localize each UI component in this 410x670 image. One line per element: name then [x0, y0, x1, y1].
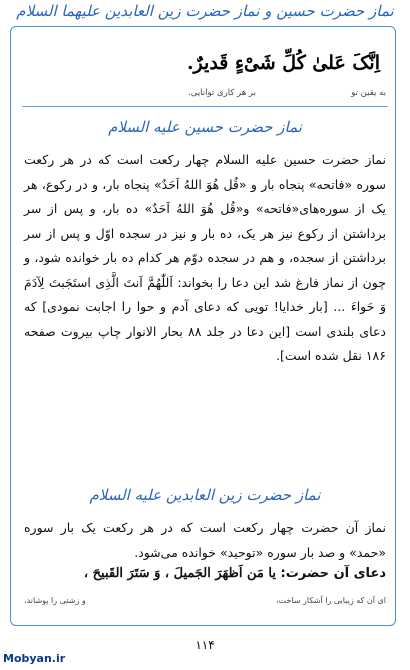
- paragraph-zayn-prayer: نماز آن حضرت چهار رکعت است که در هر رکعت یک بار سوره «حمد» و صد بار سوره «توحید» خوانده می‌شود.: [24, 520, 386, 560]
- dua-translation: [24, 596, 386, 608]
- translation-left: بر هر کاری توانایی.: [188, 88, 256, 98]
- brand-watermark[interactable]: Mobyan.ir: [3, 652, 66, 665]
- dua-label: دعای آن حضرت:: [280, 566, 386, 581]
- page-header-title: نماز حضرت حسین و نماز حضرت زین العابدین علیهما السلام: [16, 2, 394, 20]
- arabic-verse: اِنَّکَ عَلیٰ کُلِّ شَیْءٍ قَدیرٌ.: [186, 52, 380, 74]
- dua-line: [24, 566, 386, 594]
- dua-translation-right: ای آن که زیبایی را آشکار ساخت،: [275, 596, 386, 605]
- dua-arabic: یا مَن اَظهَرَ الجَمیلَ ، وَ سَتَرَ القَبیحَ ،: [83, 566, 276, 581]
- divider: [22, 106, 388, 107]
- paragraph-hussein-prayer: نماز حضرت حسین علیه السلام چهار رکعت است که در هر رکعت سوره «فاتحه» پنجاه بار و «قُل هُوَ اللهُ اَحَدٌ» پنجاه بار، و در رکوع، هر یک از سوره‌های«فاتحه» و«قُل هُوَ اللهُ اَحَدٌ» ده بار، و پس از سر برداشتن از رکوع نیز هر یک، ده بار و نیز در سجده اوّل و پس از سر برداشتن از سجده، و هم در سجده دوّم هر کدام ده بار خوانده شود، و چون از نماز فارغ شد این دعا را بخواند: اَللّٰهُمَّ اَنتَ الَّذِی استَجَبتَ لِآدَمَ وَ حَواءَ ... [بار خدایا! تویی که دعای آدم و حوا را اجابت نمودی] که دعای بلندی است [این دعا در جلد ۸۸ بحار الانوار چاپ بیروت صفحه ۱۸۶ نقل شده است].: [24, 152, 386, 363]
- translation-right: به یقین تو: [351, 88, 386, 98]
- section-title-hussein: نماز حضرت حسین علیه السلام: [108, 118, 302, 136]
- page-number: ۱۱۴: [195, 638, 215, 652]
- verse-translation: [24, 88, 386, 102]
- dua-translation-left: و زشتی را پوشاند،: [24, 596, 86, 605]
- section-title-zayn: نماز حضرت زین العابدین علیه السلام: [89, 486, 321, 504]
